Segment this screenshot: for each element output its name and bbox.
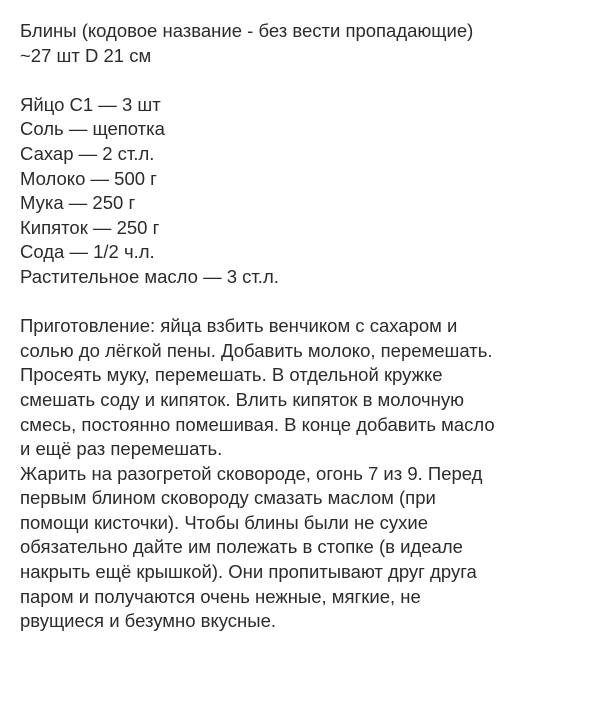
ingredient-item: Сода — 1/2 ч.л. bbox=[20, 241, 155, 263]
preparation-line: Просеять муку, перемешать. В отдельной кружке bbox=[20, 364, 443, 386]
recipe-title-line: Блины (кодовое название - без вести пропадающие) bbox=[20, 20, 474, 41]
ingredient-item: Растительное масло — 3 ст.л. bbox=[20, 265, 279, 287]
ingredient-item: Сахар — 2 ст.л. bbox=[20, 142, 155, 164]
preparation-text bbox=[20, 314, 580, 634]
recipe-title bbox=[20, 19, 580, 68]
preparation-line: смешать соду и кипяток. Влить кипяток в молочную bbox=[20, 388, 465, 410]
preparation-line: накрыть ещё крышкой). Они пропитывают друг друга bbox=[20, 561, 477, 583]
preparation-line: Жарить на разогретой сковороде, огонь 7 из 9. Перед bbox=[20, 462, 483, 484]
preparation-line: обязательно дайте им полежать в стопке (в идеале bbox=[20, 536, 463, 558]
ingredient-item: Яйцо С1 — 3 шт bbox=[20, 93, 161, 115]
ingredient-item: Кипяток — 250 г bbox=[20, 216, 160, 238]
preparation-line: паром и получаются очень нежные, мягкие, не bbox=[20, 585, 421, 607]
preparation-line: помощи кисточки). Чтобы блины были не сухие bbox=[20, 511, 428, 533]
ingredient-item: Молоко — 500 г bbox=[20, 167, 157, 189]
preparation-line: первым блином сковороду смазать маслом (при bbox=[20, 487, 436, 509]
preparation-line: смесь, постоянно помешивая. В конце добавить масло bbox=[20, 413, 495, 435]
preparation-line: рвущиеся и безумно вкусные. bbox=[20, 610, 277, 632]
ingredient-list bbox=[20, 93, 580, 290]
recipe-yield-line: ~27 шт D 21 см bbox=[20, 44, 152, 66]
recipe-document bbox=[20, 19, 580, 634]
preparation-line: солью до лёгкой пены. Добавить молоко, перемешать. bbox=[20, 339, 493, 361]
preparation-line: и ещё раз перемешать. bbox=[20, 438, 223, 460]
preparation-line: Приготовление: яйца взбить венчиком с сахаром и bbox=[20, 315, 458, 337]
ingredient-item: Соль — щепотка bbox=[20, 118, 165, 140]
ingredient-item: Мука — 250 г bbox=[20, 192, 136, 214]
